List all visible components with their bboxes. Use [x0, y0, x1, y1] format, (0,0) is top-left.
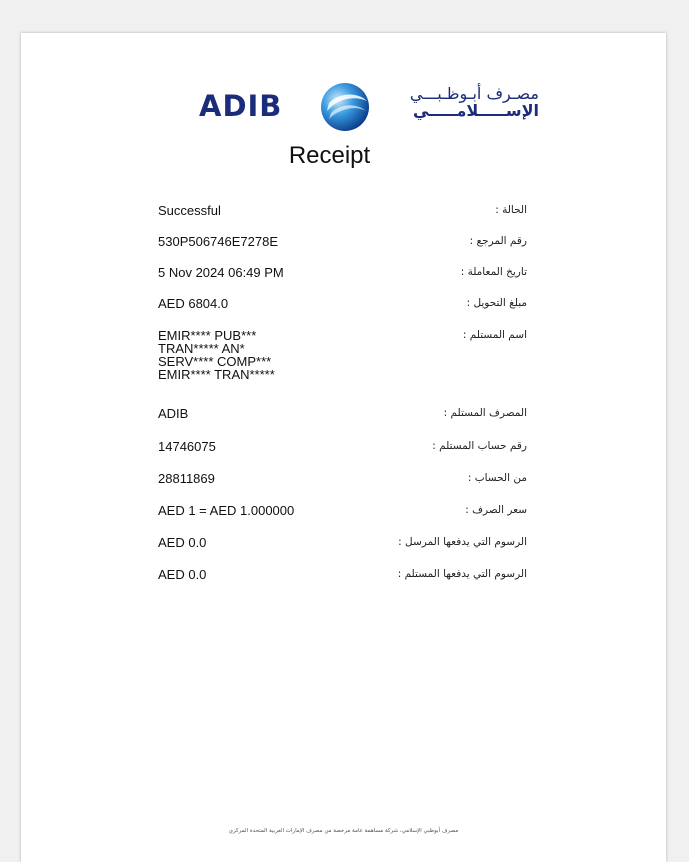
status-value: Successful	[158, 203, 221, 218]
beneficiary-name-label: اسم المستلم :	[462, 329, 527, 341]
beneficiary-bank-value: ADIB	[158, 406, 189, 421]
from-account-value: 28811869	[158, 471, 215, 486]
sender-charges-label: الرسوم التي يدفعها المرسل :	[398, 536, 527, 548]
beneficiary-bank-label: المصرف المستلم :	[443, 407, 527, 419]
logo-arabic-name	[383, 85, 539, 119]
beneficiary-charges-value: AED 0.0	[158, 567, 207, 582]
footer-disclaimer: مصرف أبوظبي الإسلامي، شركة مساهمة عامة مرخصة من مصرف الإمارات العربية المتحدة المركزي	[228, 828, 459, 834]
globe-icon	[319, 81, 371, 133]
amount-label: مبلغ التحويل :	[466, 297, 527, 309]
status-label: الحالة :	[495, 204, 527, 216]
exchange-rate-value: AED 1 = AED 1.000000	[158, 503, 295, 518]
receipt-page	[21, 33, 666, 862]
logo-arabic-line1: مصـرف أبـوظـبـــي	[409, 84, 539, 103]
beneficiary-name-line: TRAN***** AN*	[158, 341, 245, 356]
beneficiary-name-line: EMIR**** TRAN*****	[158, 367, 275, 382]
exchange-rate-label: سعر الصرف :	[465, 504, 527, 516]
beneficiary-name-line: SERV**** COMP***	[158, 354, 272, 369]
beneficiary-charges-label: الرسوم التي يدفعها المستلم :	[397, 568, 527, 580]
date-value: 5 Nov 2024 06:49 PM	[158, 265, 284, 280]
sender-charges-value: AED 0.0	[158, 535, 207, 550]
date-label: تاريخ المعاملة :	[460, 266, 527, 278]
amount-value: AED 6804.0	[158, 296, 229, 311]
reference-label: رقم المرجع :	[469, 235, 527, 247]
receipt-title: Receipt	[288, 142, 371, 169]
beneficiary-name-value	[158, 329, 378, 381]
beneficiary-account-label: رقم حساب المستلم :	[432, 440, 527, 452]
beneficiary-name-line: EMIR**** PUB***	[158, 328, 257, 343]
logo-wordmark: ADIB	[199, 89, 283, 123]
logo-arabic-line2: الإســـــلامـــــي	[412, 101, 539, 120]
reference-value: 530P506746E7278E	[158, 234, 279, 249]
adib-logo	[199, 81, 539, 133]
from-account-label: من الحساب :	[467, 472, 527, 484]
beneficiary-account-value: 14746075	[158, 439, 216, 454]
